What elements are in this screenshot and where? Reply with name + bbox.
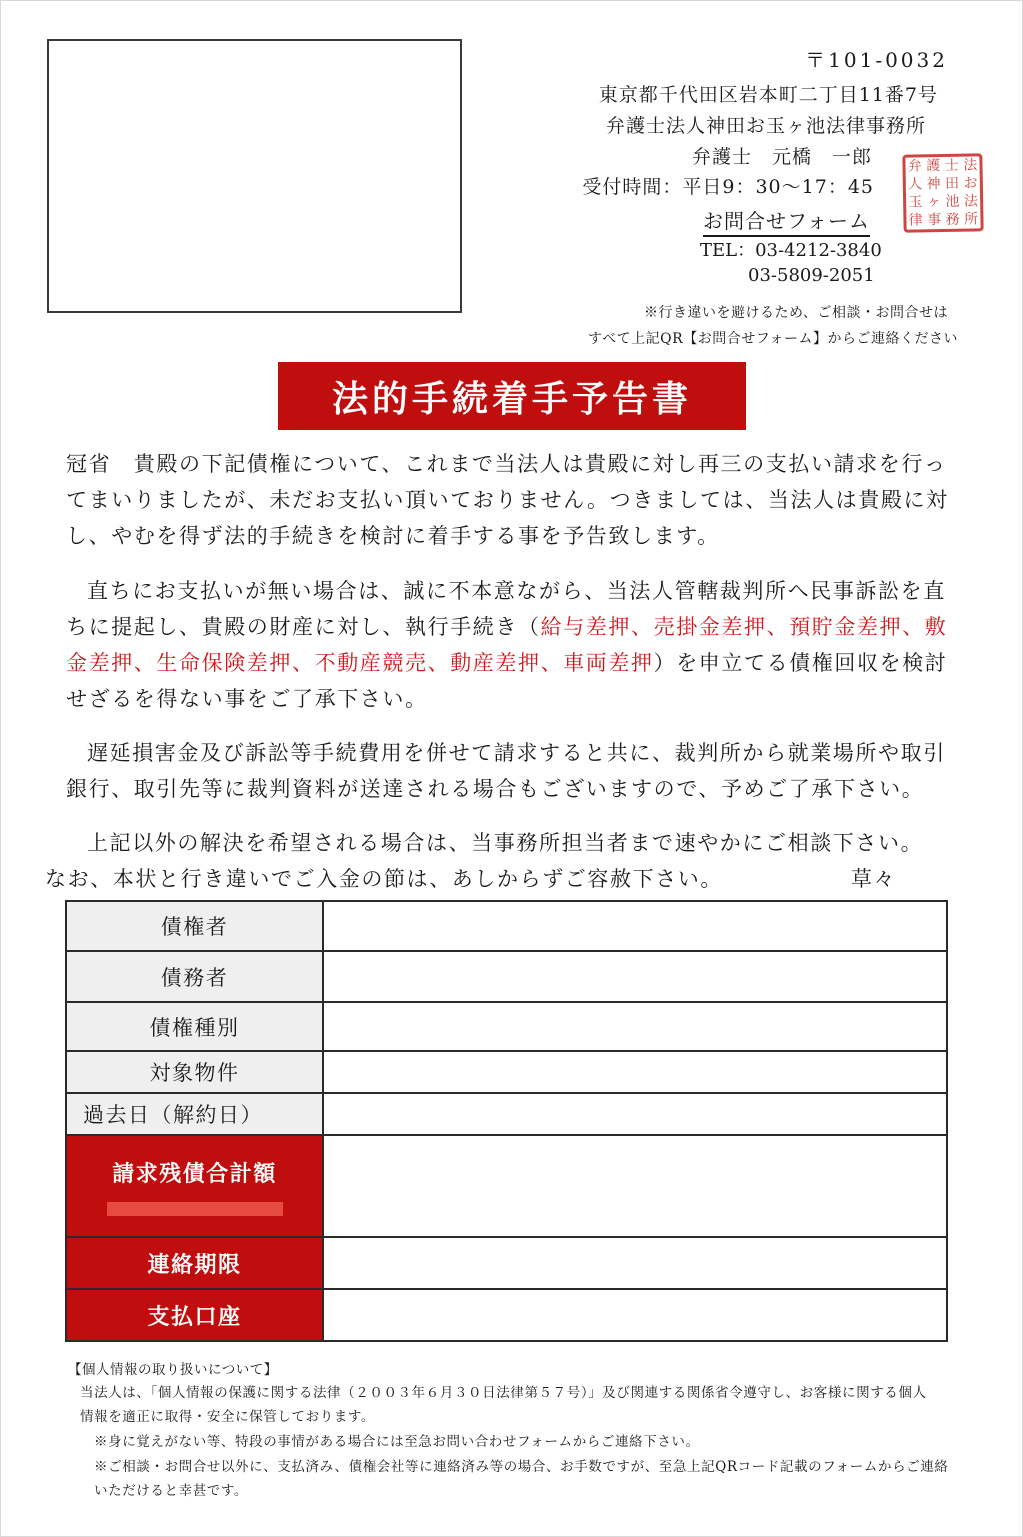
qr-image-placeholder [47, 39, 462, 313]
creditor-value [323, 901, 947, 951]
closing-line-1: 上記以外の解決を希望される場合は、当事務所担当者まで速やかにご相談下さい。 [87, 831, 924, 855]
paragraph-intro: 冠省 貴殿の下記債権について、これまで当法人は貴殿に対し再三の支払い請求を行ってまいりましたが、未だお支払い頂いておりません。つきましては、当法人は貴殿に対し、やむを得ず法的手続きを検討に着手する事を予告致します。 [66, 452, 949, 548]
past-date-value [323, 1093, 947, 1135]
claim-type-label: 債権種別 [66, 1002, 323, 1051]
table-row [66, 1002, 947, 1051]
contact-notice-line-1: ※行き違いを避けるため、ご相談・お問合せは [644, 305, 948, 321]
debtor-value [323, 951, 947, 1002]
paragraph-costs: 遅延損害金及び訴訟等手続費用を併せて請求すると共に、裁判所から就業場所や取引銀行、取引先等に裁判資料が送達される場合もございますので、予めご了承下さい。 [66, 741, 946, 801]
privacy-heading: 【個人情報の取り扱いについて】 [68, 1362, 278, 1378]
table-row [66, 1051, 947, 1093]
closing-line-2: なお、本状と行き違いでご入金の節は、あしからずご容赦下さい。 草々 [45, 867, 897, 891]
inquiry-form-link[interactable]: お問合せフォーム [703, 205, 870, 237]
payment-account-label: 支払口座 [66, 1289, 323, 1341]
deadline-label: 連絡期限 [66, 1237, 323, 1289]
table-row [66, 1237, 947, 1289]
payment-account-value [323, 1289, 947, 1341]
creditor-label: 債権者 [66, 901, 323, 951]
table-row [66, 1289, 947, 1341]
firm-seal-stamp: 弁 護 士 法 人 神 田 お 玉 ヶ 池 法 律 事 務 所 [902, 153, 983, 232]
total-amount-value [323, 1135, 947, 1237]
paragraph-closing [45, 825, 956, 897]
closing-salutation: 草々 [851, 867, 897, 891]
privacy-note-2: ※ご相談・お問合せ以外に、支払済み、債権会社等に連絡済み等の場合、お手数ですが、至急上記QRコード記載のフォームからご連絡いただけると幸甚です。 [94, 1459, 949, 1499]
redaction-bar [107, 1202, 283, 1216]
privacy-body: 当法人は、「個人情報の保護に関する法律（２００３年６月３０日法律第５７号）」及び関連する関係省令遵守し、お客様に関する個人情報を適正に取得・安全に保管しております。 [80, 1385, 927, 1425]
firm-name: 弁護士法人神田お玉ヶ池法律事務所 [605, 115, 926, 137]
deadline-value [323, 1237, 947, 1289]
lawyer-name: 弁護士 元橋 一郎 [691, 146, 872, 168]
table-row [66, 1135, 947, 1237]
claim-details-table [65, 900, 948, 1342]
target-property-value [323, 1051, 947, 1093]
past-date-label: 過去日（解約日） [66, 1093, 323, 1135]
privacy-note-1: ※身に覚えがない等、特段の事情がある場合には至急お問い合わせフォームからご連絡下さい。 [94, 1434, 700, 1450]
phone-number-2: 03-5809-2051 [748, 265, 875, 286]
target-property-label: 対象物件 [66, 1051, 323, 1093]
debtor-label: 債務者 [66, 951, 323, 1002]
phone-number-1: TEL：03-4212-3840 [700, 240, 882, 261]
contact-notice-line-2: すべて上記QR【お問合せフォーム】からご連絡ください [587, 331, 958, 347]
office-hours: 受付時間：平日9：30〜17：45 [582, 176, 874, 198]
table-row [66, 901, 947, 951]
seizure-list: 給与差押、売掛金差押、預貯金差押、敷金差押、生命保険差押、不動産競売、動産差押、車両差押 [66, 615, 948, 675]
postal-code: 〒101-0032 [805, 48, 948, 72]
table-row [66, 951, 947, 1002]
total-amount-label [66, 1135, 323, 1237]
table-row [66, 1093, 947, 1135]
paragraph-legal-action-end: ）を申立てる債権回収を検討せざるを得ない事をご了承下さい。 [66, 651, 948, 711]
paragraph-legal-action-start: 直ちにお支払いが無い場合は、誠に不本意ながら、当法人管轄裁判所へ民事訴訟を直ちに提起し、貴殿の財産に対し、執行手続き（ [66, 579, 946, 639]
address: 東京都千代田区岩本町二丁目11番7号 [598, 84, 938, 106]
paragraph-legal-action [66, 573, 956, 717]
claim-type-value [323, 1002, 947, 1051]
document-title: 法的手続着手予告書 [278, 362, 746, 430]
total-amount-label-text: 請求残債合計額 [112, 1161, 277, 1187]
